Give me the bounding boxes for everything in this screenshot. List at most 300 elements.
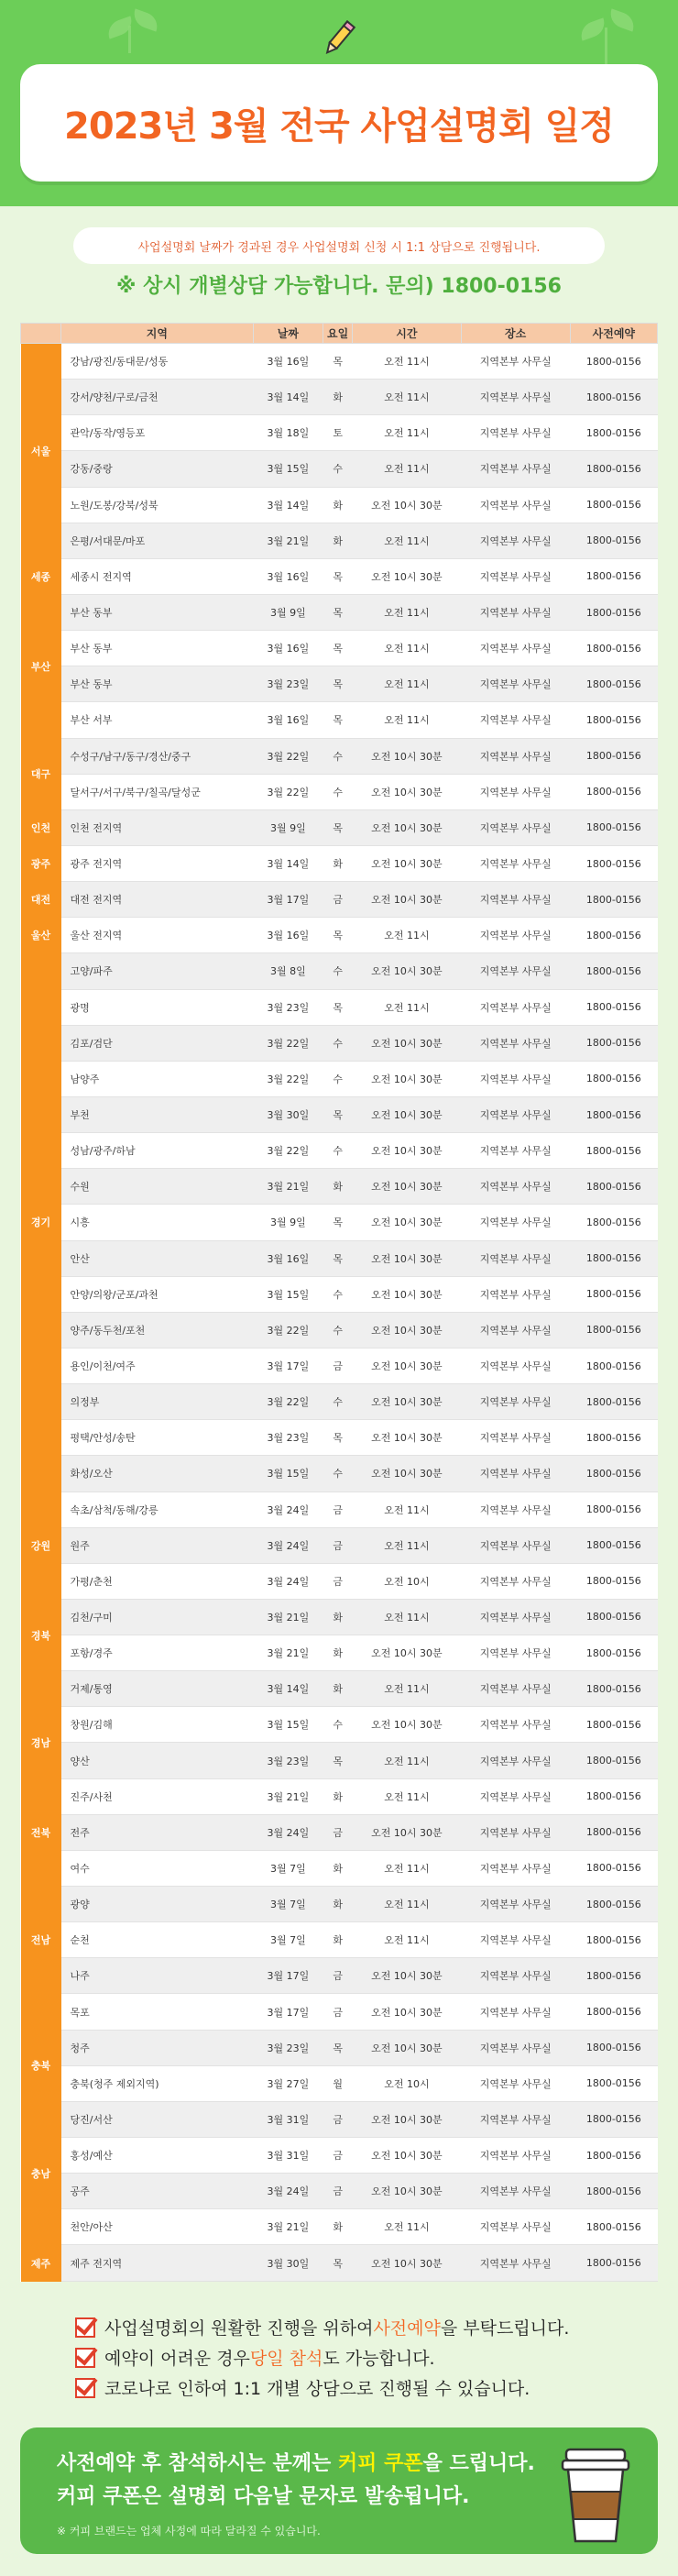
area-cell: 창원/김해 — [61, 1707, 254, 1743]
place-cell: 지역본부 사무실 — [461, 989, 570, 1025]
place-cell: 지역본부 사무실 — [461, 451, 570, 487]
table-row — [21, 1887, 658, 1922]
table-header-time: 시간 — [353, 324, 462, 344]
date-cell: 3월 17일 — [253, 1994, 323, 2030]
time-cell: 오전 10시 30분 — [353, 1420, 462, 1456]
place-cell: 지역본부 사무실 — [461, 1994, 570, 2030]
day-cell: 수 — [323, 738, 353, 774]
reservation-cell: 1800-0156 — [570, 845, 657, 881]
date-cell: 3월 24일 — [253, 2174, 323, 2209]
table-header-date: 날짜 — [253, 324, 323, 344]
table-row — [21, 1850, 658, 1886]
reservation-cell: 1800-0156 — [570, 1743, 657, 1778]
place-cell: 지역본부 사무실 — [461, 666, 570, 702]
table-row — [21, 1994, 658, 2030]
date-cell: 3월 23일 — [253, 666, 323, 702]
reservation-cell: 1800-0156 — [570, 702, 657, 738]
time-cell: 오전 10시 30분 — [353, 1635, 462, 1671]
reservation-cell: 1800-0156 — [570, 1671, 657, 1707]
place-cell: 지역본부 사무실 — [461, 702, 570, 738]
reservation-cell: 1800-0156 — [570, 1922, 657, 1958]
reservation-cell: 1800-0156 — [570, 1994, 657, 2030]
table-header-area: 지역 — [61, 324, 254, 344]
reservation-cell: 1800-0156 — [570, 1814, 657, 1850]
time-cell: 오전 10시 30분 — [353, 2245, 462, 2281]
reservation-cell: 1800-0156 — [570, 2174, 657, 2209]
reservation-cell: 1800-0156 — [570, 774, 657, 809]
region-cell: 경남 — [21, 1671, 61, 1815]
day-cell: 목 — [323, 1420, 353, 1456]
day-cell: 화 — [323, 1169, 353, 1205]
day-cell: 목 — [323, 918, 353, 953]
region-cell: 강원 — [21, 1492, 61, 1599]
table-row — [21, 1743, 658, 1778]
place-cell: 지역본부 사무실 — [461, 882, 570, 918]
coffee-line-2: 커피 쿠폰은 설명회 다음날 문자로 발송됩니다. — [57, 2485, 470, 2508]
time-cell: 오전 11시 — [353, 415, 462, 451]
date-cell: 3월 16일 — [253, 344, 323, 380]
time-cell: 오전 11시 — [353, 1599, 462, 1635]
table-row — [21, 1635, 658, 1671]
place-cell: 지역본부 사무실 — [461, 1312, 570, 1348]
reservation-cell: 1800-0156 — [570, 1025, 657, 1061]
area-cell: 남양주 — [61, 1061, 254, 1096]
sprout-decoration — [605, 28, 607, 64]
area-cell: 의정부 — [61, 1384, 254, 1420]
place-cell: 지역본부 사무실 — [461, 1025, 570, 1061]
check-text-highlight: 당일 참석 — [249, 2349, 323, 2369]
area-cell: 관악/동작/영등포 — [61, 415, 254, 451]
date-cell: 3월 14일 — [253, 380, 323, 415]
time-cell: 오전 10시 30분 — [353, 487, 462, 523]
table-row — [21, 2209, 658, 2245]
day-cell: 목 — [323, 344, 353, 380]
place-cell: 지역본부 사무실 — [461, 1599, 570, 1635]
area-cell: 광명 — [61, 989, 254, 1025]
table-row — [21, 523, 658, 558]
reservation-cell: 1800-0156 — [570, 487, 657, 523]
day-cell: 수 — [323, 1707, 353, 1743]
reservation-cell: 1800-0156 — [570, 631, 657, 666]
area-cell: 전주 — [61, 1814, 254, 1850]
area-cell: 울산 전지역 — [61, 918, 254, 953]
reservation-cell: 1800-0156 — [570, 2209, 657, 2245]
time-cell: 오전 11시 — [353, 1671, 462, 1707]
check-list — [75, 2312, 662, 2403]
table-row — [21, 1420, 658, 1456]
region-cell: 대전 — [21, 882, 61, 918]
time-cell: 오전 11시 — [353, 1778, 462, 1814]
table-row — [21, 1563, 658, 1599]
date-cell: 3월 17일 — [253, 1348, 323, 1383]
day-cell: 수 — [323, 1312, 353, 1348]
place-cell: 지역본부 사무실 — [461, 953, 570, 989]
place-cell: 지역본부 사무실 — [461, 1563, 570, 1599]
time-cell: 오전 11시 — [353, 1922, 462, 1958]
table-row — [21, 451, 658, 487]
place-cell: 지역본부 사무실 — [461, 344, 570, 380]
day-cell: 수 — [323, 1276, 353, 1312]
day-cell: 토 — [323, 415, 353, 451]
date-cell: 3월 24일 — [253, 1814, 323, 1850]
date-cell: 3월 23일 — [253, 2030, 323, 2065]
time-cell: 오전 11시 — [353, 918, 462, 953]
check-text-post: 을 부탁드립니다. — [440, 2318, 570, 2339]
time-cell: 오전 10시 30분 — [353, 1169, 462, 1205]
day-cell: 화 — [323, 845, 353, 881]
date-cell: 3월 16일 — [253, 558, 323, 594]
date-cell: 3월 31일 — [253, 2101, 323, 2137]
reservation-cell: 1800-0156 — [570, 1850, 657, 1886]
day-cell: 금 — [323, 1527, 353, 1563]
area-cell: 강동/중랑 — [61, 451, 254, 487]
reservation-cell: 1800-0156 — [570, 1240, 657, 1276]
day-cell: 금 — [323, 1994, 353, 2030]
date-cell: 3월 24일 — [253, 1527, 323, 1563]
date-cell: 3월 14일 — [253, 845, 323, 881]
reservation-cell: 1800-0156 — [570, 1312, 657, 1348]
table-row — [21, 1527, 658, 1563]
area-cell: 충북(청주 제외지역) — [61, 2065, 254, 2101]
table-row — [21, 702, 658, 738]
area-cell: 세종시 전지역 — [61, 558, 254, 594]
coffee-coupon-highlight: 커피 쿠폰 — [337, 2452, 423, 2475]
day-cell: 금 — [323, 2101, 353, 2137]
reservation-cell: 1800-0156 — [570, 882, 657, 918]
reservation-cell: 1800-0156 — [570, 1276, 657, 1312]
time-cell: 오전 10시 30분 — [353, 1276, 462, 1312]
table-row — [21, 666, 658, 702]
day-cell: 목 — [323, 2245, 353, 2281]
reservation-cell: 1800-0156 — [570, 523, 657, 558]
reservation-cell: 1800-0156 — [570, 918, 657, 953]
day-cell: 화 — [323, 1599, 353, 1635]
time-cell: 오전 10시 30분 — [353, 2101, 462, 2137]
time-cell: 오전 11시 — [353, 631, 462, 666]
day-cell: 수 — [323, 1061, 353, 1096]
day-cell: 금 — [323, 1958, 353, 1994]
day-cell: 목 — [323, 666, 353, 702]
checkbox-icon — [75, 2317, 95, 2338]
place-cell: 지역본부 사무실 — [461, 1384, 570, 1420]
date-cell: 3월 7일 — [253, 1850, 323, 1886]
time-cell: 오전 11시 — [353, 380, 462, 415]
table-row — [21, 1958, 658, 1994]
day-cell: 목 — [323, 1743, 353, 1778]
region-cell: 서울 — [21, 344, 61, 559]
date-cell: 3월 21일 — [253, 1599, 323, 1635]
place-cell: 지역본부 사무실 — [461, 1527, 570, 1563]
date-cell: 3월 15일 — [253, 1276, 323, 1312]
date-cell: 3월 22일 — [253, 774, 323, 809]
area-cell: 양산 — [61, 1743, 254, 1778]
day-cell: 목 — [323, 594, 353, 630]
table-row — [21, 631, 658, 666]
time-cell: 오전 11시 — [353, 1743, 462, 1778]
leaf-decoration — [130, 8, 161, 31]
date-cell: 3월 16일 — [253, 1240, 323, 1276]
coffee-note: ※ 커피 브랜드는 업체 사정에 따라 달라질 수 있습니다. — [57, 2525, 321, 2537]
time-cell: 오전 10시 30분 — [353, 1707, 462, 1743]
reservation-cell: 1800-0156 — [570, 738, 657, 774]
time-cell: 오전 10시 30분 — [353, 953, 462, 989]
reservation-cell: 1800-0156 — [570, 989, 657, 1025]
place-cell: 지역본부 사무실 — [461, 415, 570, 451]
area-cell: 홍성/예산 — [61, 2138, 254, 2174]
time-cell: 오전 10시 30분 — [353, 1025, 462, 1061]
reservation-cell: 1800-0156 — [570, 1096, 657, 1132]
date-cell: 3월 16일 — [253, 918, 323, 953]
checkbox-icon — [75, 2378, 95, 2398]
date-cell: 3월 31일 — [253, 2138, 323, 2174]
area-cell: 나주 — [61, 1958, 254, 1994]
coffee-line-1-pre: 사전예약 후 참석하시는 분께는 — [57, 2452, 338, 2475]
date-cell: 3월 15일 — [253, 1707, 323, 1743]
place-cell: 지역본부 사무실 — [461, 1456, 570, 1492]
time-cell: 오전 10시 — [353, 1563, 462, 1599]
area-cell: 강남/광진/동대문/성동 — [61, 344, 254, 380]
area-cell: 성남/광주/하남 — [61, 1133, 254, 1169]
region-cell: 경북 — [21, 1599, 61, 1670]
date-cell: 3월 14일 — [253, 487, 323, 523]
region-cell: 부산 — [21, 594, 61, 738]
region-cell: 세종 — [21, 558, 61, 594]
place-cell: 지역본부 사무실 — [461, 2209, 570, 2245]
area-cell: 양주/동두천/포천 — [61, 1312, 254, 1348]
area-cell: 인천 전지역 — [61, 809, 254, 845]
reservation-cell: 1800-0156 — [570, 558, 657, 594]
place-cell: 지역본부 사무실 — [461, 523, 570, 558]
time-cell: 오전 10시 30분 — [353, 809, 462, 845]
day-cell: 목 — [323, 989, 353, 1025]
area-cell: 청주 — [61, 2030, 254, 2065]
place-cell: 지역본부 사무실 — [461, 1133, 570, 1169]
area-cell: 여수 — [61, 1850, 254, 1886]
day-cell: 수 — [323, 774, 353, 809]
date-cell: 3월 22일 — [253, 1025, 323, 1061]
reservation-cell: 1800-0156 — [570, 1456, 657, 1492]
table-row — [21, 1599, 658, 1635]
title-box — [20, 64, 658, 182]
time-cell: 오전 10시 30분 — [353, 845, 462, 881]
place-cell: 지역본부 사무실 — [461, 2138, 570, 2174]
place-cell: 지역본부 사무실 — [461, 558, 570, 594]
area-cell: 수원 — [61, 1169, 254, 1205]
area-cell: 제주 전지역 — [61, 2245, 254, 2281]
time-cell: 오전 11시 — [353, 1527, 462, 1563]
reservation-cell: 1800-0156 — [570, 1384, 657, 1420]
time-cell: 오전 10시 30분 — [353, 1958, 462, 1994]
region-cell: 울산 — [21, 918, 61, 953]
area-cell: 부산 서부 — [61, 702, 254, 738]
place-cell: 지역본부 사무실 — [461, 1743, 570, 1778]
day-cell: 금 — [323, 882, 353, 918]
table-row — [21, 1671, 658, 1707]
day-cell: 금 — [323, 1492, 353, 1527]
time-cell: 오전 10시 30분 — [353, 2138, 462, 2174]
table-row — [21, 989, 658, 1025]
table-row — [21, 2245, 658, 2281]
date-cell: 3월 27일 — [253, 2065, 323, 2101]
area-cell: 고양/파주 — [61, 953, 254, 989]
table-row — [21, 1169, 658, 1205]
date-cell: 3월 30일 — [253, 1096, 323, 1132]
place-cell: 지역본부 사무실 — [461, 1420, 570, 1456]
table-header-day: 요일 — [323, 324, 353, 344]
day-cell: 목 — [323, 1205, 353, 1240]
date-cell: 3월 24일 — [253, 1492, 323, 1527]
area-cell: 진주/사천 — [61, 1778, 254, 1814]
area-cell: 당진/서산 — [61, 2101, 254, 2137]
place-cell: 지역본부 사무실 — [461, 809, 570, 845]
area-cell: 거제/통영 — [61, 1671, 254, 1707]
day-cell: 금 — [323, 2174, 353, 2209]
time-cell: 오전 10시 30분 — [353, 1814, 462, 1850]
pencil-icon — [321, 18, 357, 59]
time-cell: 오전 11시 — [353, 1887, 462, 1922]
time-cell: 오전 10시 30분 — [353, 1096, 462, 1132]
reservation-cell: 1800-0156 — [570, 1492, 657, 1527]
check-item — [75, 2312, 662, 2342]
check-item — [75, 2342, 662, 2372]
date-cell: 3월 22일 — [253, 1384, 323, 1420]
date-cell: 3월 16일 — [253, 631, 323, 666]
time-cell: 오전 10시 30분 — [353, 1205, 462, 1240]
table-row — [21, 2138, 658, 2174]
table-row — [21, 809, 658, 845]
day-cell: 화 — [323, 523, 353, 558]
date-cell: 3월 15일 — [253, 1456, 323, 1492]
day-cell: 수 — [323, 1025, 353, 1061]
table-row — [21, 1205, 658, 1240]
date-cell: 3월 18일 — [253, 415, 323, 451]
place-cell: 지역본부 사무실 — [461, 1240, 570, 1276]
day-cell: 목 — [323, 2030, 353, 2065]
coffee-line-1 — [57, 2448, 535, 2476]
date-cell: 3월 9일 — [253, 594, 323, 630]
table-row — [21, 1814, 658, 1850]
date-cell: 3월 22일 — [253, 1312, 323, 1348]
day-cell: 금 — [323, 2138, 353, 2174]
reservation-cell: 1800-0156 — [570, 594, 657, 630]
date-cell: 3월 8일 — [253, 953, 323, 989]
place-cell: 지역본부 사무실 — [461, 1492, 570, 1527]
place-cell: 지역본부 사무실 — [461, 2245, 570, 2281]
day-cell: 화 — [323, 1671, 353, 1707]
time-cell: 오전 10시 30분 — [353, 1061, 462, 1096]
place-cell: 지역본부 사무실 — [461, 1814, 570, 1850]
table-header-reservation: 사전예약 — [570, 324, 657, 344]
area-cell: 부천 — [61, 1096, 254, 1132]
table-row — [21, 1778, 658, 1814]
time-cell: 오전 10시 30분 — [353, 882, 462, 918]
reservation-cell: 1800-0156 — [570, 2101, 657, 2137]
area-cell: 부산 동부 — [61, 594, 254, 630]
time-cell: 오전 10시 30분 — [353, 1312, 462, 1348]
date-cell: 3월 17일 — [253, 1958, 323, 1994]
reservation-cell: 1800-0156 — [570, 1887, 657, 1922]
leaf-decoration — [577, 17, 608, 40]
sprout-decoration — [128, 26, 131, 53]
place-cell: 지역본부 사무실 — [461, 1887, 570, 1922]
table-row — [21, 1492, 658, 1527]
reservation-cell: 1800-0156 — [570, 1958, 657, 1994]
area-cell: 안양/의왕/군포/과천 — [61, 1276, 254, 1312]
area-cell: 시흥 — [61, 1205, 254, 1240]
check-text-pre: 코로나로 인하여 1:1 개별 상담으로 진행될 수 있습니다. — [104, 2379, 530, 2399]
region-cell: 대구 — [21, 738, 61, 809]
table-body — [21, 344, 658, 2282]
day-cell: 화 — [323, 1887, 353, 1922]
reservation-cell: 1800-0156 — [570, 953, 657, 989]
place-cell: 지역본부 사무실 — [461, 1169, 570, 1205]
area-cell: 달서구/서구/북구/칠곡/달성군 — [61, 774, 254, 809]
time-cell: 오전 10시 30분 — [353, 1384, 462, 1420]
area-cell: 김천/구미 — [61, 1599, 254, 1635]
check-text-highlight: 사전예약 — [373, 2318, 441, 2339]
time-cell: 오전 10시 30분 — [353, 1240, 462, 1276]
table-header-region — [21, 324, 61, 344]
day-cell: 화 — [323, 380, 353, 415]
place-cell: 지역본부 사무실 — [461, 487, 570, 523]
day-cell: 목 — [323, 1096, 353, 1132]
place-cell: 지역본부 사무실 — [461, 594, 570, 630]
time-cell: 오전 10시 30분 — [353, 1994, 462, 2030]
area-cell: 대전 전지역 — [61, 882, 254, 918]
table-header-place: 장소 — [461, 324, 570, 344]
time-cell: 오전 11시 — [353, 2209, 462, 2245]
table-row — [21, 953, 658, 989]
place-cell: 지역본부 사무실 — [461, 1096, 570, 1132]
reservation-cell: 1800-0156 — [570, 451, 657, 487]
reservation-cell: 1800-0156 — [570, 1778, 657, 1814]
table-row — [21, 882, 658, 918]
place-cell: 지역본부 사무실 — [461, 380, 570, 415]
place-cell: 지역본부 사무실 — [461, 2030, 570, 2065]
area-cell: 노원/도봉/강북/성북 — [61, 487, 254, 523]
table-row — [21, 1061, 658, 1096]
date-cell: 3월 9일 — [253, 1205, 323, 1240]
day-cell: 수 — [323, 953, 353, 989]
reservation-cell: 1800-0156 — [570, 380, 657, 415]
time-cell: 오전 11시 — [353, 989, 462, 1025]
day-cell: 화 — [323, 1635, 353, 1671]
schedule-table — [20, 323, 658, 2282]
day-cell: 수 — [323, 1384, 353, 1420]
date-cell: 3월 23일 — [253, 989, 323, 1025]
day-cell: 수 — [323, 1456, 353, 1492]
reservation-cell: 1800-0156 — [570, 1635, 657, 1671]
area-cell: 광주 전지역 — [61, 845, 254, 881]
place-cell: 지역본부 사무실 — [461, 1707, 570, 1743]
date-cell: 3월 17일 — [253, 882, 323, 918]
table-row — [21, 1276, 658, 1312]
area-cell: 은평/서대문/마포 — [61, 523, 254, 558]
date-cell: 3월 21일 — [253, 523, 323, 558]
coffee-coupon-box — [20, 2427, 658, 2554]
table-row — [21, 558, 658, 594]
time-cell: 오전 11시 — [353, 594, 462, 630]
area-cell: 용인/이천/여주 — [61, 1348, 254, 1383]
place-cell: 지역본부 사무실 — [461, 1635, 570, 1671]
table-row — [21, 738, 658, 774]
place-cell: 지역본부 사무실 — [461, 1850, 570, 1886]
day-cell: 수 — [323, 451, 353, 487]
coffee-cup-icon — [559, 2446, 632, 2547]
area-cell: 목포 — [61, 1994, 254, 2030]
day-cell: 목 — [323, 1240, 353, 1276]
time-cell: 오전 11시 — [353, 702, 462, 738]
